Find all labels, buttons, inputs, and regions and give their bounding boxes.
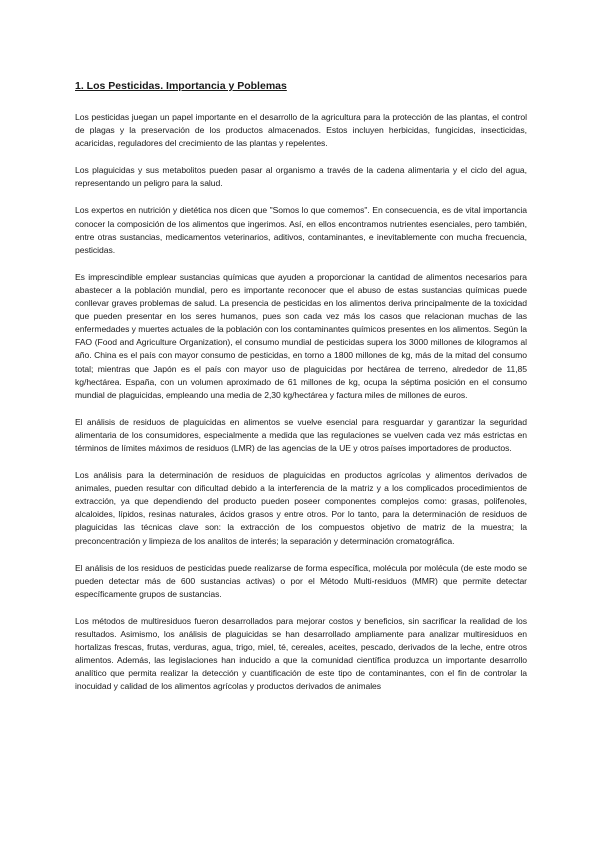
- paragraph-3: Los expertos en nutrición y dietética nos dicen que "Somos lo que comemos". En consecuencia, es de vital importancia conocer la composición de los alimentos que ingerimos. Así, en ellos encontramos nutrientes esenciales, pero también, entre otras sustancias, medicamentos veterinarios, aditivos, contaminantes, e inevitablemente con mucha frecuencia, pesticidas.: [75, 205, 527, 255]
- paragraph-7: El análisis de los residuos de pesticidas puede realizarse de forma específica, molécula por molécula (de este modo se pueden detectar más de 600 sustancias activas) o por el Método Multi-residuos (MMR) que permite detectar específicamente grupos de sustancias.: [75, 562, 527, 599]
- paragraph-6: Los análisis para la determinación de residuos de plaguicidas en productos agrícolas y alimentos derivados de animales, pueden resultar con dificultad debido a la interferencia de la matriz y a los complicados procedimientos de extracción, ya que dependiendo del producto pueden poseer componentes complejos como: grasas, polifenoles, alcaloides, lípidos, resinas naturales, ácidos grasos y entre otros. Por lo tanto, para la determinación de residuos de plaguicidas las técnicas clave son: la extracción de los compuestos objetivo de matriz de la muestra; la preconcentración y limpieza de los analitos de interés; la separación y determinación cromatográfica.: [75, 470, 527, 546]
- paragraph-5: El análisis de residuos de plaguicidas en alimentos se vuelve esencial para resguardar y garantizar la seguridad alimentaria de los consumidores, especialmente a medida que las regulaciones se vuelven cada vez más estrictas en términos de límites máximos de residuos (LMR) de las agencias de la UE y otros países importadores de productos.: [75, 416, 527, 453]
- paragraph-4: Es imprescindible emplear sustancias químicas que ayuden a proporcionar la cantidad de alimentos necesarios para abastecer a la población mundial, pero es importante reconocer que el abuso de estas sustancias químicas puede conllevar graves problemas de salud. La presencia de pesticidas en los alimentos deriva principalmente de la toxicidad que pueden presentar en los seres humanos, pues son cada vez más los casos que relacionan muchas de las enfermedades y muertes actuales de la población con los contaminantes químicos presentes en los alimentos. Según la FAO (Food and Agriculture Organization), el consumo mundial de pesticidas supera los 3000 millones de kilogramos al año. China es el país con mayor consumo de pesticidas, en torno a 1800 millones de kg, más de la mitad del consumo total; mientras que Japón es el país con mayor uso de plaguicidas por hectárea de terreno, alrededor de 11,85 kg/hectárea. España, con un volumen aproximado de 61 millones de kg, ocupa la séptima posición en el consumo mundial de plaguicidas, empleando una media de 2,30 kg/hectárea y factura miles de millones de euros.: [75, 271, 527, 400]
- paragraph-8: Los métodos de multiresiduos fueron desarrollados para mejorar costos y beneficios, sin sacrificar la realidad de los resultados. Asimismo, los análisis de plaguicidas se han desarrollado ampliamente para analizar multiresiduos en hortalizas frescas, frutas, verduras, agua, trigo, miel, té, cereales, aceites, pescado, derivados de la leche, entre otros alimentos. Además, las legislaciones han inducido a que la comunidad científica produzca un importante desarrollo analítico que permita realizar la detección y cuantificación de este tipo de contaminantes, con el fin de controlar la inocuidad y calidad de los alimentos agrícolas y productos derivados de animales: [75, 615, 527, 692]
- document-page: [75, 80, 527, 707]
- section-title: 1. Los Pesticidas. Importancia y Poblemas: [75, 80, 287, 92]
- paragraph-1: Los pesticidas juegan un papel importante en el desarrollo de la agricultura para la protección de las plantas, el control de plagas y la preservación de los productos almacenados. Estos incluyen herbicidas, fungicidas, insecticidas, acaricidas, reguladores del crecimiento de las plantas y repelentes.: [75, 112, 527, 149]
- paragraph-2: Los plaguicidas y sus metabolitos pueden pasar al organismo a través de la cadena alimentaria y el ciclo del agua, representando un peligro para la salud.: [75, 165, 527, 189]
